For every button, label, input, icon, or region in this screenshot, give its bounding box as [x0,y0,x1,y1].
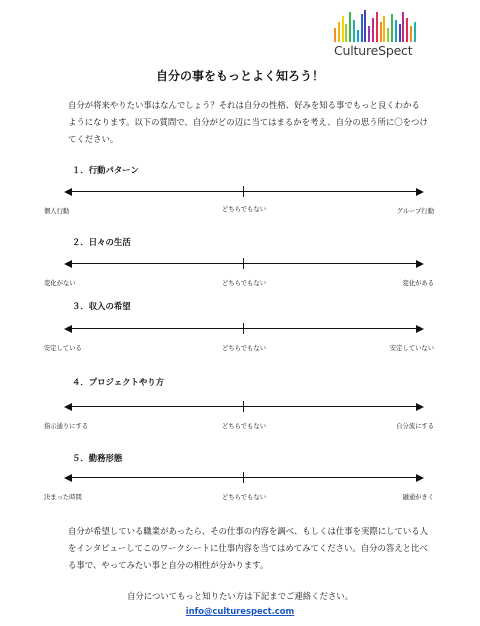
scale-center-tick [243,401,244,412]
arrow-left-icon [64,325,72,333]
scale-center-tick [243,258,244,269]
logo-bar [406,18,408,42]
section-heading-income: ３．収入の希望 [72,301,131,311]
logo-bar [391,14,393,42]
logo-bar [349,12,351,42]
logo-color-bars [334,10,418,42]
logo-bar [372,18,374,42]
scale-daily-life[interactable] [0,263,480,303]
logo-bar [399,24,401,42]
logo-bar [338,22,340,42]
scale-left-label: 変化がない [44,280,76,287]
scale-center-tick [243,186,244,197]
intro-paragraph: 自分が将来やりたい事はなんでしょう？それは自分の性格、好みを知る事でもっと良くわかるようになります。以下の質問で、自分がどの辺に当てはまるかを考え、自分の思う所に〇をつけてください。 [68,100,428,144]
scale-center-tick [243,472,244,483]
logo-bar [376,12,378,42]
arrow-left-icon [64,474,72,482]
scale-behavior[interactable] [0,191,480,231]
scale-center-label: どちらでもない [221,206,266,213]
scale-left-label: 決まった時間 [44,494,82,501]
arrow-right-icon [416,403,424,411]
arrow-left-icon [64,260,72,268]
logo-bar [364,10,366,42]
scale-left-label: 個人行動 [44,208,70,215]
contact-text: 自分についてもっと知りたい方は下記までご連絡ください。 [127,591,353,601]
email-link[interactable]: info@culturespect.com [185,606,295,616]
logo-bar [334,28,336,42]
arrow-left-icon [64,188,72,196]
scale-income[interactable] [0,328,480,368]
scale-right-label: グループ行動 [396,208,434,215]
arrow-right-icon [416,474,424,482]
logo-bar [387,28,389,42]
section-heading-daily-life: ２．日々の生活 [72,237,131,247]
culturespect-logo [334,10,418,60]
scale-left-label: 安定している [44,345,82,352]
arrow-right-icon [416,260,424,268]
scale-center-tick [243,323,244,334]
page-title: 自分の事をもっとよく知ろう！ [155,69,324,83]
section-heading-work-style: ５．勤務形態 [72,453,123,463]
logo-bar [345,24,347,42]
outro-paragraph: 自分が希望している職業があったら、その仕事の内容を調べ、もしくは仕事を実際にしている人をインタビューしてこのワークシートに仕事内容を当てはめてみてください。自分の答えと比べる事で、やってみたい事と自分の相性が分かります。 [68,526,429,570]
logo-bar [361,14,363,42]
logo-bar [353,20,355,42]
logo-bar [402,12,404,42]
logo-bar [342,16,344,42]
scale-center-label: どちらでもない [221,423,266,430]
arrow-left-icon [64,403,72,411]
section-heading-project: ４．プロジェクトやり方 [72,377,164,387]
section-heading-behavior: １．行動パターン [72,165,139,175]
scale-work-style[interactable] [0,477,480,517]
scale-right-label: 安定していない [389,345,434,352]
scale-right-label: 変化がある [402,280,434,287]
logo-bar [414,22,416,42]
logo-text: CultureSpect [334,43,413,58]
scale-right-label: 融通がきく [402,494,434,501]
logo-bar [357,30,359,42]
scale-center-label: どちらでもない [221,345,266,352]
logo-bar [383,16,385,42]
logo-bar [410,26,412,42]
scale-right-label: 自分流にする [396,423,434,430]
arrow-right-icon [416,325,424,333]
scale-center-label: どちらでもない [221,280,266,287]
arrow-right-icon [416,188,424,196]
logo-bar [380,22,382,42]
logo-bar [395,20,397,42]
scale-left-label: 指示通りにする [44,423,89,430]
scale-project[interactable] [0,406,480,446]
logo-bar [368,26,370,42]
scale-center-label: どちらでもない [221,494,266,501]
